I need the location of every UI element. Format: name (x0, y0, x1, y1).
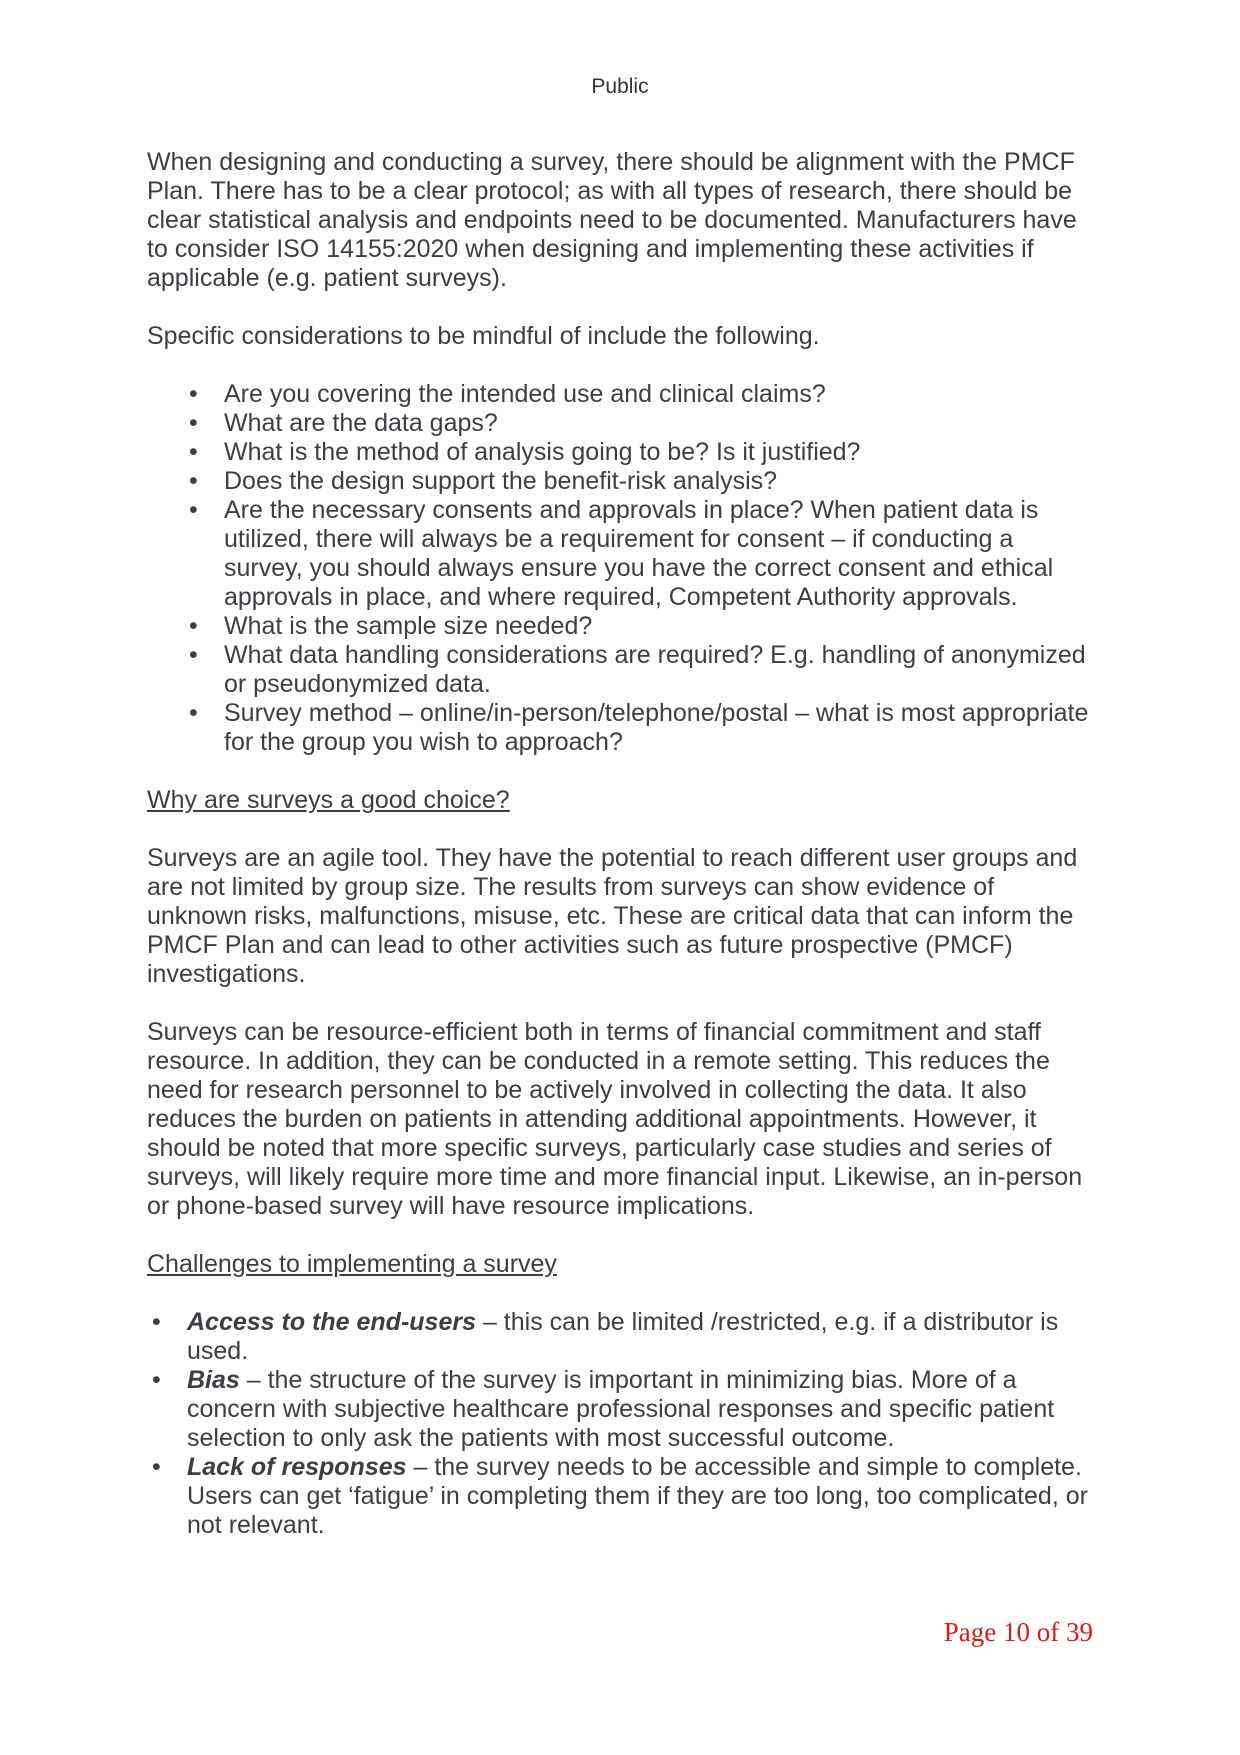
list-item: • Does the design support the benefit-risk analysis? (224, 467, 1090, 496)
list-item: • What data handling considerations are required? E.g. handling of anonymized or pseudonymized data. (224, 641, 1090, 699)
list-item (187, 1366, 1090, 1453)
challenge-term: Access to the end-users (187, 1308, 476, 1336)
list-item: • Survey method – online/in-person/telephone/postal – what is most appropriate for the group you wish to approach? (224, 699, 1090, 757)
list-item: • What are the data gaps? (224, 409, 1090, 438)
document-body (0, 148, 1240, 1540)
challenges-list (147, 1308, 1090, 1540)
paragraph-intro: When designing and conducting a survey, there should be alignment with the PMCF Plan. There has to be a clear protocol; as with all types of research, there should be clear statistical analysis and endpoints need to be documented. Manufacturers have to consider ISO 14155:2020 when designing and implementing these activities if applicable (e.g. patient surveys). (147, 148, 1077, 292)
paragraph-resource-efficient: Surveys can be resource-efficient both in terms of financial commitment and staff resource. In addition, they can be conducted in a remote setting. This reduces the need for research personnel to be actively involved in collecting the data. It also reduces the burden on patients in attending additional appointments. However, it should be noted that more specific surveys, particularly case studies and series of surveys, will likely require more time and more financial input. Likewise, an in-person or phone-based survey will have resource implications. (147, 1018, 1083, 1220)
list-item: • What is the sample size needed? (224, 612, 1090, 641)
paragraph-considerations-lead: Specific considerations to be mindful of include the following. (147, 322, 820, 350)
considerations-list (147, 380, 1090, 757)
section-heading-challenges: Challenges to implementing a survey (147, 1250, 557, 1278)
list-item: • What is the method of analysis going to be? Is it justified? (224, 438, 1090, 467)
challenge-term: Lack of responses (187, 1453, 407, 1481)
challenge-term: Bias (187, 1366, 240, 1394)
challenge-description: – the structure of the survey is important in minimizing bias. More of a concern with subjective healthcare professional responses and specific patient selection to only ask the patients with most successful outcome. (187, 1366, 1055, 1452)
list-item: • Are the necessary consents and approvals in place? When patient data is utilized, there will always be a requirement for consent – if conducting a survey, you should always ensure you have the correct consent and ethical approvals in place, and where required, Competent Authority approvals. (224, 496, 1090, 612)
list-item: • Are you covering the intended use and clinical claims? (224, 380, 1090, 409)
page-header-label: Public (591, 75, 649, 98)
list-item (187, 1308, 1090, 1366)
list-item (187, 1453, 1090, 1540)
challenge-description: – this can be limited /restricted, e.g. if a distributor is used. (187, 1308, 1059, 1365)
paragraph-agile-tool: Surveys are an agile tool. They have the potential to reach different user groups and are not limited by group size. The results from surveys can show evidence of unknown risks, malfunctions, misuse, etc. These are critical data that can inform the PMCF Plan and can lead to other activities such as future prospective (PMCF) investigations. (147, 844, 1078, 988)
section-heading-why-surveys: Why are surveys a good choice? (147, 786, 510, 814)
page-number: Page 10 of 39 (943, 1617, 1093, 1647)
challenge-description: – the survey needs to be accessible and simple to complete. Users can get ‘fatigue’ in completing them if they are too long, too complicated, or not relevant. (187, 1453, 1088, 1539)
